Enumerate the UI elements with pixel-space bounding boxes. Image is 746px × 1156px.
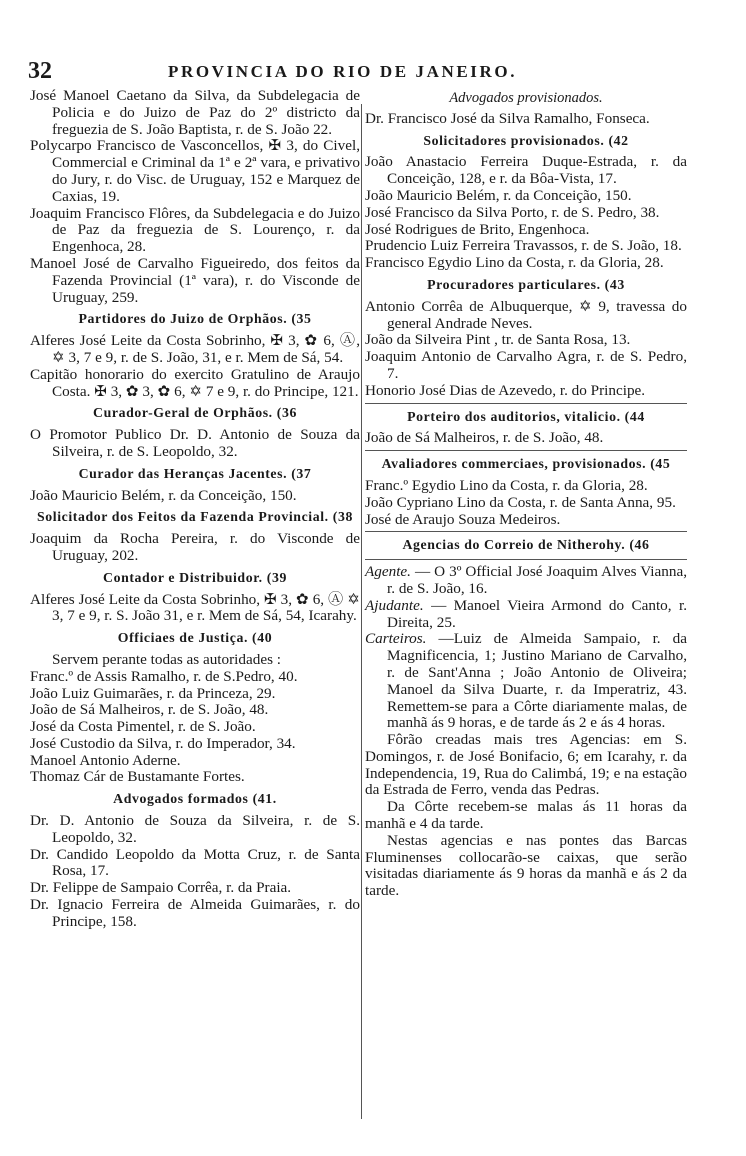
entry: João de Sá Malheiros, r. de S. João, 48.: [30, 701, 269, 719]
entry-label: Agente.: [365, 563, 411, 581]
entry: João da Silveira Pint , tr. de Santa Rosa, 13.: [365, 331, 631, 349]
entry-label: Carteiros.: [365, 630, 427, 648]
section-heading: Curador das Heranças Jacentes. (37: [78, 465, 312, 481]
entry-text: — O 3º Official José Joaquim Alves Vianna, r. de S. João, 16.: [387, 563, 687, 597]
entry: Dr. Candido Leopoldo da Motta Cruz, r. de Santa Rosa, 17.: [30, 845, 360, 880]
section-heading: Contador e Distribuidor. (39: [103, 569, 287, 585]
entry: Honorio José Dias de Azevedo, r. do Principe.: [365, 381, 646, 399]
entry: Dr. Ignacio Ferreira de Almeida Guimarães, r. do Principe, 158.: [30, 896, 360, 930]
page-header: [28, 58, 678, 88]
entry: José Francisco da Silva Porto, r. de S. Pedro, 38.: [365, 203, 660, 221]
paragraph: Servem perante todas as autoridades :: [52, 650, 281, 668]
entry: João Cypriano Lino da Costa, r. de Santa Anna, 95.: [365, 493, 676, 511]
entry: Manoel Antonio Aderne.: [30, 751, 181, 769]
entry: João Mauricio Belém, r. da Conceição, 150.: [365, 186, 632, 204]
entry: José Rodrigues de Brito, Engenhoca.: [365, 220, 590, 238]
entry: Dr. Felippe de Sampaio Corrêa, r. da Praia.: [30, 879, 292, 897]
entry: João de Sá Malheiros, r. de S. João, 48.: [365, 429, 604, 447]
entry: Dr. D. Antonio de Souza da Silveira, r. de S. Leopoldo, 32.: [30, 812, 360, 846]
entry: Capitão honorario do exercito Gratulino de Araujo Costa. ✠ 3, ✿ 3, ✿ 6, ✡ 7 e 9, r. do Principe, 121.: [30, 365, 360, 400]
paragraph: Nestas agencias e nas pontes das Barcas Fluminenses collocarão-se caixas, que serão visitadas diariamente ás 9 horas da manhã e ás 2 da tarde.: [365, 831, 687, 900]
entry: Prudencio Luiz Ferreira Travassos, r. de S. João, 18.: [365, 237, 682, 255]
agency-entry: [365, 564, 687, 598]
section-heading: Partidores do Juizo de Orphãos. (35: [78, 311, 312, 327]
section-heading: Officiaes de Justiça. (40: [117, 630, 273, 646]
section-heading: Porteiro dos auditorios, vitalicio. (44: [407, 408, 645, 424]
section-rule: [365, 403, 687, 404]
entry: Alferes José Leite da Costa Sobrinho, ✠ 3, ✿ 6, Ⓐ ✡ 3, 7 e 9, r. S. João 31, e r. Mem de Sá, 54, Icarahy.: [30, 590, 360, 625]
entry: Polycarpo Francisco de Vasconcellos, ✠ 3, do Civel, Commercial e Criminal da 1ª e 2ª vara, e privativo do Jury, r. do Visc. de Uruguay, 152 e Marquez de Caxias, 19.: [30, 137, 360, 205]
section-heading: Solicitador dos Feitos da Fazenda Provincial. (38: [37, 509, 353, 525]
entry: Franc.º de Assis Ramalho, r. de S.Pedro, 40.: [30, 667, 298, 685]
entry: Alferes José Leite da Costa Sobrinho, ✠ 3, ✿ 6, Ⓐ, ✡ 3, 7 e 9, r. de S. João, 31, e r. Mem de Sá, 54.: [30, 332, 360, 366]
entry: Joaquim Francisco Flôres, da Subdelegacia e do Juizo de Paz da freguezia de S. Lourenço, r. da Engenhoca, 28.: [30, 204, 360, 256]
entry: Thomaz Cár de Bustamante Fortes.: [30, 768, 245, 786]
paragraph: Da Côrte recebem-se malas ás 11 horas da manhã e 4 da tarde.: [365, 798, 687, 833]
entry: José Manoel Caetano da Silva, da Subdelegacia de Policia e do Juizo de Paz do 2º districto da freguezia de S. João Baptista, r. de S. João 22.: [30, 87, 360, 138]
entry: O Promotor Publico Dr. D. Antonio de Souza da Silveira, r. de S. Leopoldo, 32.: [30, 426, 360, 460]
entry: José da Costa Pimentel, r. de S. João.: [30, 718, 256, 736]
section-rule: [365, 559, 687, 560]
entry: Joaquim da Rocha Pereira, r. do Visconde de Uruguay, 202.: [30, 530, 360, 564]
section-rule: [365, 450, 687, 451]
paragraph: Fôrão creadas mais tres Agencias: em S. Domingos, r. de José Bonifacio, 6; em Icarahy, r. da Independencia, 19, Rua do Calimbá, 19; e na estação da Estrada de Ferro, venda das Pedras.: [365, 731, 687, 799]
entry: Dr. Francisco José da Silva Ramalho, Fonseca.: [365, 109, 650, 127]
entry: Francisco Egydio Lino da Costa, r. da Gloria, 28.: [365, 254, 664, 272]
entry: José Custodio da Silva, r. do Imperador, 34.: [30, 734, 296, 752]
entry: Antonio Corrêa de Albuquerque, ✡ 9, travessa do general Andrade Neves.: [365, 297, 687, 332]
entry-text: —Luiz de Almeida Sampaio, r. da Magnificencia, 1; Justino Mariano de Carvalho, r. de Sant'Anna ; João Antonio de Oliveira; Manoel da Silva Duarte, r. da Imperatriz, 43. Remettem-se para a Côrte diariamente malas, de manhã ás 9 horas, e de tarde ás 2 e ás 4 horas.: [387, 630, 687, 732]
entry: Joaquim Antonio de Carvalho Agra, r. de S. Pedro, 7.: [365, 348, 687, 382]
section-rule: [365, 531, 687, 532]
entry: Manoel José de Carvalho Figueiredo, dos feitos da Fazenda Provincial (1ª vara), r. do Visconde de Uruguay, 259.: [30, 254, 360, 306]
section-heading: Procuradores particulares. (43: [427, 276, 625, 292]
agency-entry: [365, 598, 687, 632]
right-column: [365, 88, 687, 900]
section-heading: Solicitadores provisionados. (42: [423, 132, 629, 148]
agency-entry: [365, 631, 687, 732]
section-heading: Advogados provisionados.: [449, 90, 603, 106]
entry: José de Araujo Souza Medeiros.: [365, 510, 561, 528]
entry: João Mauricio Belém, r. da Conceição, 150.: [30, 486, 297, 504]
page-title: PROVINCIA DO RIO DE JANEIRO.: [168, 62, 518, 81]
entry-label: Ajudante.: [365, 596, 424, 614]
column-divider: [361, 104, 362, 1119]
section-heading: Curador-Geral de Orphãos. (36: [93, 405, 297, 421]
section-heading: Avaliadores commerciaes, provisionados. (45: [381, 456, 671, 472]
entry: João Luiz Guimarães, r. da Princeza, 29.: [30, 684, 276, 702]
section-heading: Advogados formados (41.: [113, 791, 277, 807]
left-column: [30, 88, 360, 931]
entry: João Anastacio Ferreira Duque-Estrada, r. da Conceição, 128, e r. da Bôa-Vista, 17.: [365, 153, 687, 188]
page-number: 32: [28, 58, 52, 84]
entry-text: — Manoel Vieira Armond do Canto, r. Direita, 25.: [387, 596, 687, 631]
entry: Franc.º Egydio Lino da Costa, r. da Gloria, 28.: [365, 476, 648, 494]
section-heading: Agencias do Correio de Nitherohy. (46: [402, 537, 650, 553]
